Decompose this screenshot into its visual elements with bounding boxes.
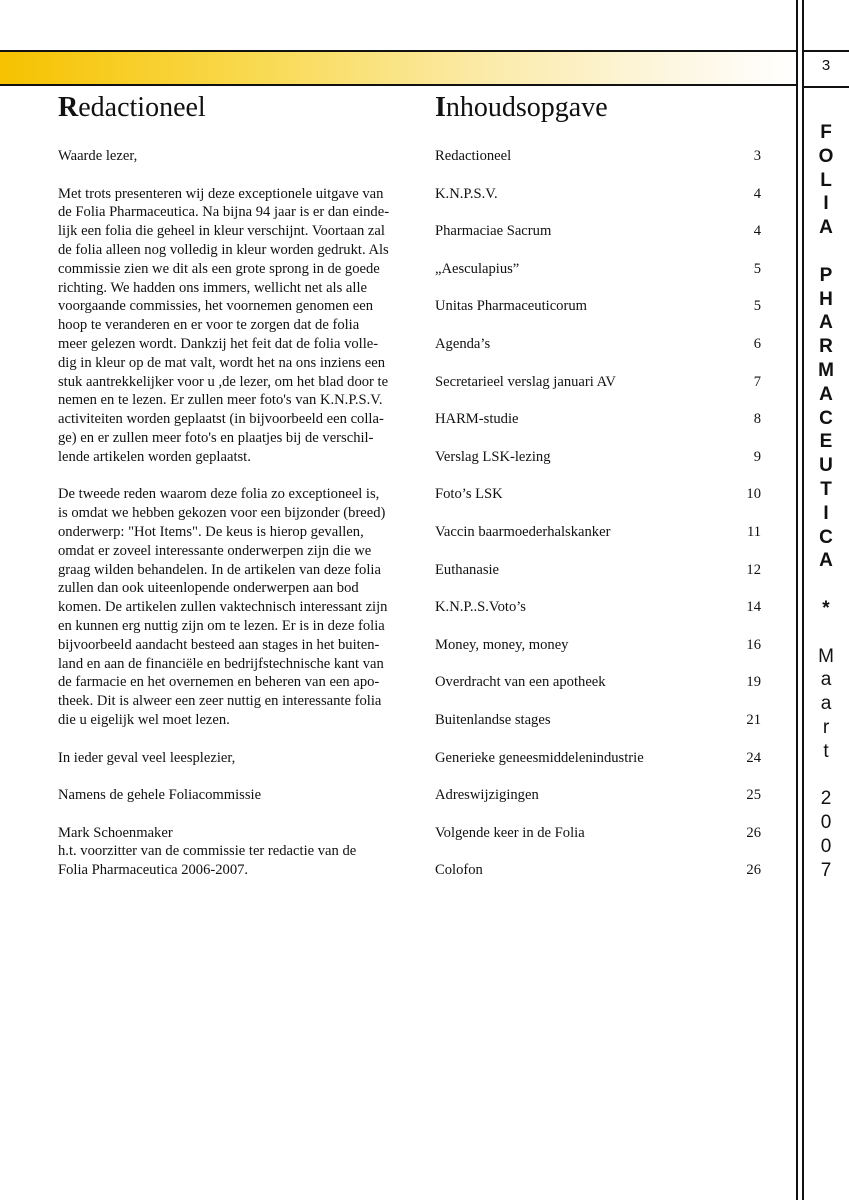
paragraph-1: Met trots presenteren wij deze exceptionele uitgave van de Folia Pharmaceutica. Na bijna 94 jaar is er dan einde- lijk een folia die geheel in kleur verschijnt. Voortaan zal de folia alleen nog volledig in kleur worden gedrukt. Als commissie zien we dit als een grote sprong in de goede richting. We hadden ons immers, wellicht net als alle voorgaande commissies, het voornemen genomen een hoop te veranderen en er voor te zorgen dat de folia meer gelezen wordt. Dankzij het feit dat de folia volle- dig in kleur op de mat valt, wordt het na ons inziens een stuk aantrekkelijker voor u ,de lezer, om het blad door te nemen en te lezen. Er zullen meer foto's van K.N.P.S.V. activiteiten worden geplaatst (in bijvoorbeeld een colla- ge) en er zullen meer foto's en plaatjes bij de verschil- lende artikelen worden geplaatst. [58, 185, 390, 465]
toc-heading: Inhoudsopgave [435, 92, 608, 123]
toc-entry[interactable] [435, 598, 761, 636]
greeting: Waarde lezer, [58, 148, 138, 164]
toc-entry-page: 16 [746, 636, 761, 653]
toc-entry[interactable] [435, 222, 761, 260]
toc-entry[interactable] [435, 260, 761, 298]
toc-entry-title: Verslag LSK-lezing [435, 448, 551, 465]
sidebar-letter: C [819, 526, 833, 548]
sidebar-letter: A [819, 217, 833, 239]
signature-name: Mark Schoenmaker [58, 824, 173, 841]
editorial-heading: Redactioneel [58, 92, 206, 123]
toc-entry-page: 3 [753, 148, 761, 164]
sidebar-letter: 2 [820, 788, 832, 810]
toc-entry[interactable] [435, 749, 761, 787]
toc-entry-page: 26 [746, 824, 761, 841]
sidebar-separator: * [822, 597, 830, 619]
toc-entry-title: Euthanasie [435, 561, 500, 578]
toc-entry[interactable] [435, 373, 761, 411]
toc-entry-page: 9 [753, 448, 761, 465]
toc-entry[interactable] [435, 824, 761, 862]
sidebar-letter: A [819, 383, 833, 405]
page-number: 3 [821, 57, 831, 74]
toc-entry[interactable] [435, 335, 761, 373]
sidebar-letter: C [819, 407, 833, 429]
closing: In ieder geval veel leesplezier, [58, 749, 236, 766]
toc-entry-page: 4 [753, 185, 761, 202]
sidebar-letter: F [820, 122, 832, 143]
toc-entry-page: 14 [746, 599, 761, 616]
toc-entry-page: 19 [746, 674, 761, 691]
toc-entry[interactable] [435, 485, 761, 523]
page-number-rule-bottom [802, 86, 849, 88]
toc-entry[interactable] [435, 410, 761, 448]
sidebar-letter: A [819, 550, 833, 572]
toc-entry[interactable] [435, 711, 761, 749]
toc-entry[interactable] [435, 786, 761, 824]
sidebar-letter: M [818, 645, 834, 667]
toc-entry-title: K.N.P..S.Voto’s [435, 599, 526, 616]
toc-entry[interactable] [435, 185, 761, 223]
toc-entry-page: 21 [746, 711, 761, 728]
toc-entry-title: Buitenlandse stages [435, 711, 551, 728]
toc-entry-page: 10 [746, 486, 761, 503]
sidebar-letter: 7 [820, 859, 832, 881]
toc-entry-title: Adreswijzigingen [435, 787, 539, 804]
toc-entry[interactable] [435, 561, 761, 599]
toc-entry-title: Unitas Pharmaceuticorum [435, 298, 587, 315]
on-behalf: Namens de gehele Foliacommissie [58, 787, 262, 804]
toc-entry-page: 8 [753, 411, 761, 428]
sidebar-letter: t [823, 740, 829, 762]
sidebar-letter: U [819, 455, 833, 477]
toc-entry-page: 5 [753, 298, 761, 315]
header-gradient-band [0, 50, 796, 86]
toc-entry-title: „Aesculapius” [435, 260, 520, 277]
editorial-body [58, 147, 422, 880]
sidebar-letter: a [820, 669, 832, 691]
sidebar-letter: 0 [820, 812, 832, 834]
sidebar-letter: r [822, 716, 830, 738]
sidebar-letter: R [819, 336, 833, 358]
sidebar-letter: M [818, 359, 834, 381]
page-number-rule-top [802, 50, 849, 52]
sidebar-letter: L [820, 169, 832, 191]
toc-entry-title: Agenda’s [435, 335, 491, 352]
toc-entry-page: 11 [746, 523, 761, 540]
toc-entry-title: Volgende keer in de Folia [435, 824, 585, 841]
sidebar-letter: P [819, 264, 833, 286]
signature [58, 824, 422, 880]
toc-entry-title: Money, money, money [435, 636, 569, 653]
toc-entry-page: 25 [746, 787, 761, 804]
toc-entry-page: 24 [746, 749, 761, 766]
toc-entry[interactable] [435, 636, 761, 674]
toc-entry-title: K.N.P.S.V. [435, 185, 498, 202]
toc-entry-page: 12 [746, 561, 761, 578]
toc-entry[interactable] [435, 448, 761, 486]
sidebar-letter: H [819, 288, 833, 310]
toc-entry[interactable] [435, 673, 761, 711]
toc-entry-title: Overdracht van een apotheek [435, 674, 606, 691]
toc-entry-title: Colofon [435, 862, 483, 879]
signature-role: Folia Pharmaceutica 2006-2007. [58, 862, 249, 879]
sidebar-vertical-title [804, 121, 848, 883]
toc-entry[interactable] [435, 861, 761, 899]
toc-entry-title: Redactioneel [435, 148, 512, 164]
sidebar-letter: a [820, 693, 832, 715]
signature-role: h.t. voorzitter van de commissie ter redactie van de [58, 843, 357, 860]
sidebar-letter: I [823, 502, 829, 524]
sidebar-letter: A [819, 312, 833, 334]
toc-entry-title: Pharmaciae Sacrum [435, 223, 552, 240]
toc-entry[interactable] [435, 297, 761, 335]
sidebar-letter: 0 [820, 835, 832, 857]
toc-entry-title: Vaccin baarmoederhalskanker [435, 523, 611, 540]
paragraph-2: De tweede reden waarom deze folia zo exceptioneel is, is omdat we hebben gekozen voor een bijzonder (breed) onderwerp: "Hot Items". De keus is hierop gevallen, omdat er zoveel interessante onderwerpen zijn die we graag wilden behandelen. In de artikelen van deze folia zullen dan ook uiteenlopende onderwerpen aan bod komen. De artikelen zullen vaktechnisch interessant zijn en kunnen erg nuttig zijn om te lezen. Er is in deze folia bijvoorbeeld aandacht besteed aan stages in het buiten- land en aan de financiële en bedrijfstechnische kant van de farmacie en het overnemen en beheren van een apo- theek. Dit is alweer een zeer nuttig en interessante folia die u eigelijk wel moet lezen. [58, 486, 388, 728]
toc-entry-title: HARM-studie [435, 411, 519, 428]
toc-entry[interactable] [435, 523, 761, 561]
toc-entry-page: 6 [753, 335, 761, 352]
sidebar-rule-left [796, 0, 798, 1200]
sidebar-letter: O [818, 145, 834, 167]
toc-entry-page: 26 [746, 862, 761, 879]
toc-entry-page: 4 [753, 223, 761, 240]
sidebar-letter: I [823, 193, 829, 215]
sidebar-letter: E [819, 431, 833, 453]
toc-entry-page: 7 [753, 373, 761, 390]
table-of-contents [435, 147, 761, 899]
toc-entry-title: Foto’s LSK [435, 486, 503, 503]
toc-entry[interactable] [435, 147, 761, 185]
toc-entry-title: Generieke geneesmiddelenindustrie [435, 749, 644, 766]
toc-entry-page: 5 [753, 260, 761, 277]
sidebar-letter: T [820, 478, 832, 500]
toc-entry-title: Secretarieel verslag januari AV [435, 373, 616, 390]
